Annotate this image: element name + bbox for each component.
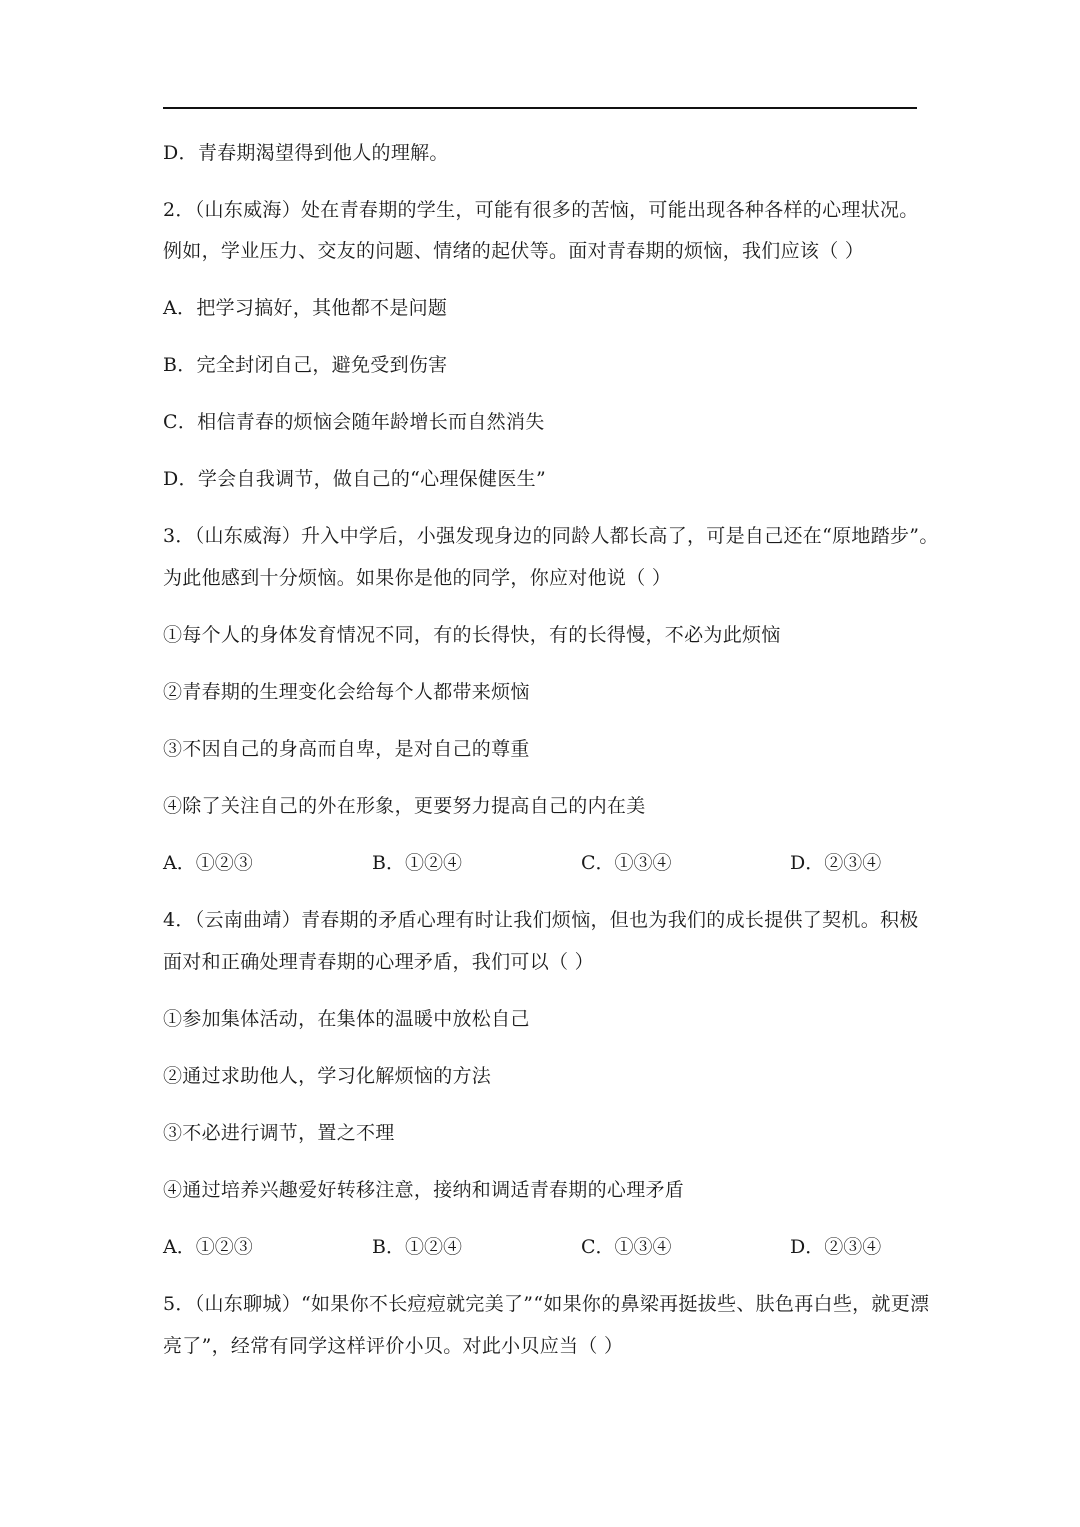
q3-statement-3: ③不因自己的身高而自卑，是对自己的尊重 bbox=[163, 738, 530, 760]
q3-choice-d: D．②③④ bbox=[790, 852, 882, 874]
q4-statement-2: ②通过求助他人，学习化解烦恼的方法 bbox=[163, 1065, 492, 1087]
q2-stem-line2: 例如，学业压力、交友的问题、情绪的起伏等。面对青春期的烦恼，我们应该（ ） bbox=[163, 240, 865, 262]
q4-choice-d: D．②③④ bbox=[790, 1236, 882, 1258]
q3-statement-4: ④除了关注自己的外在形象，更要努力提高自己的内在美 bbox=[163, 795, 646, 817]
q2-option-b: B．完全封闭自己，避免受到伤害 bbox=[163, 354, 448, 376]
header-rule bbox=[163, 107, 917, 109]
q5-stem-line2: 亮了”，经常有同学这样评价小贝。对此小贝应当（ ） bbox=[163, 1335, 624, 1357]
q3-choice-b: B．①②④ bbox=[372, 852, 462, 874]
q5-stem-line1: 5．（山东聊城）“如果你不长痘痘就完美了”“如果你的鼻梁再挺拔些、肤色再白些，就更漂 bbox=[163, 1293, 930, 1315]
q4-stem-line2: 面对和正确处理青春期的心理矛盾，我们可以（ ） bbox=[163, 951, 594, 973]
q4-statement-4: ④通过培养兴趣爱好转移注意，接纳和调适青春期的心理矛盾 bbox=[163, 1179, 685, 1201]
q1-option-d: D．青春期渴望得到他人的理解。 bbox=[163, 142, 449, 164]
q3-statement-2: ②青春期的生理变化会给每个人都带来烦恼 bbox=[163, 681, 530, 703]
q2-option-c: C．相信青春的烦恼会随年龄增长而自然消失 bbox=[163, 411, 545, 433]
q2-option-d: D．学会自我调节，做自己的“心理保健医生” bbox=[163, 468, 546, 490]
q3-statement-1: ①每个人的身体发育情况不同，有的长得快，有的长得慢，不必为此烦恼 bbox=[163, 624, 781, 646]
q3-stem-line1: 3．（山东威海）升入中学后，小强发现身边的同龄人都长高了，可是自己还在“原地踏步”。 bbox=[163, 525, 939, 547]
q4-statement-3: ③不必进行调节，置之不理 bbox=[163, 1122, 395, 1144]
q4-choices bbox=[163, 1234, 917, 1260]
q4-choice-b: B．①②④ bbox=[372, 1236, 462, 1258]
q4-choice-c: C．①③④ bbox=[581, 1236, 672, 1258]
q3-stem-line2: 为此他感到十分烦恼。如果你是他的同学，你应对他说（ ） bbox=[163, 567, 672, 589]
q2-stem-line1: 2．（山东威海）处在青春期的学生，可能有很多的苦恼，可能出现各种各样的心理状况。 bbox=[163, 199, 919, 221]
q3-choice-c: C．①③④ bbox=[581, 852, 672, 874]
q3-choices bbox=[163, 850, 917, 876]
q4-statement-1: ①参加集体活动，在集体的温暖中放松自己 bbox=[163, 1008, 530, 1030]
q4-choice-a: A．①②③ bbox=[163, 1236, 253, 1258]
q2-option-a: A．把学习搞好，其他都不是问题 bbox=[163, 297, 448, 319]
q3-choice-a: A．①②③ bbox=[163, 852, 253, 874]
q4-stem-line1: 4．（云南曲靖）青春期的矛盾心理有时让我们烦恼，但也为我们的成长提供了契机。积极 bbox=[163, 909, 919, 931]
